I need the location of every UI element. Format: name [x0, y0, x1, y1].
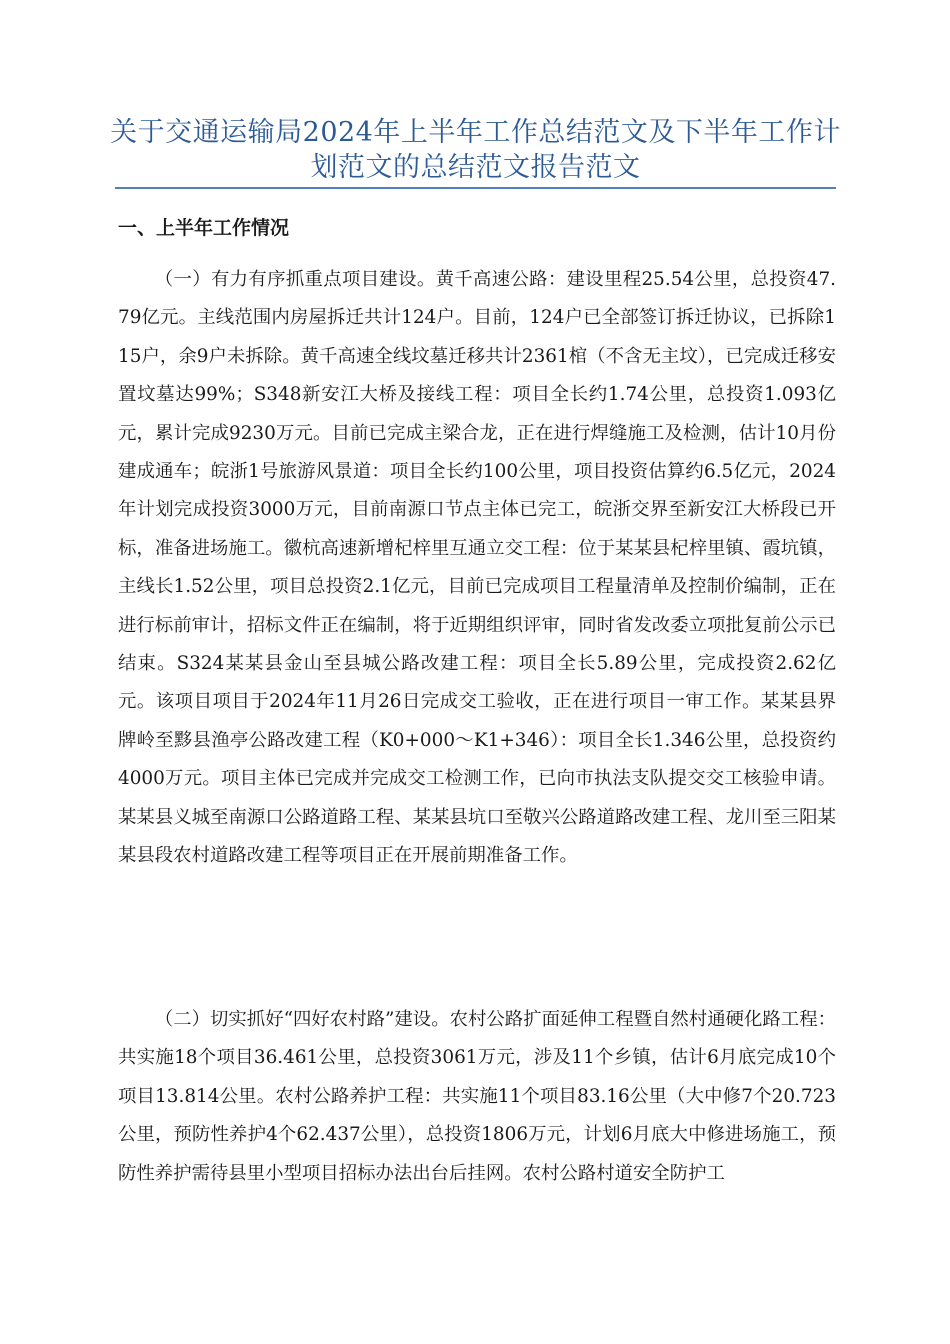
- paragraph-1: （一）有力有序抓重点项目建设。黄千高速公路：建设里程25.54公里，总投资47.79亿元。主线范围内房屋拆迁共计124户。目前，124户已全部签订拆迁协议，已拆除115户，余9户未拆除。黄千高速全线坟墓迁移共计2361棺（不含无主坟），已完成迁移安置坟墓达99%；S348新安江大桥及接线工程：项目全长约1.74公里，总投资1.093亿元，累计完成9230万元。目前已完成主梁合龙，正在进行焊缝施工及检测，估计10月份建成通车；皖浙1号旅游风景道：项目全长约100公里，项目投资估算约6.5亿元，2024年计划完成投资3000万元，目前南源口节点主体已完工，皖浙交界至新安江大桥段已开标，准备进场施工。徽杭高速新增杞梓里互通立交工程：位于某某县杞梓里镇、霞坑镇，主线长1.52公里，项目总投资2.1亿元，目前已完成项目工程量清单及控制价编制，正在进行标前审计，招标文件正在编制，将于近期组织评审，同时省发改委立项批复前公示已结束。S324某某县金山至县城公路改建工程：项目全长5.89公里，完成投资2.62亿元。该项目项目于2024年11月26日完成交工验收，正在进行项目一审工作。某某县界牌岭至黟县渔亭公路改建工程（K0+000～K1+346）：项目全长1.346公里，总投资约4000万元。项目主体已完成并完成交工检测工作，已向市执法支队提交交工核验申请。某某县义城至南源口公路道路工程、某某县坑口至敬兴公路道路改建工程、龙川至三阳某某县段农村道路改建工程等项目正在开展前期准备工作。: [118, 269, 836, 867]
- paragraph-2: （二）切实抓好“四好农村路”建设。农村公路扩面延伸工程暨自然村通硬化路工程：共实施18个项目36.461公里，总投资3061万元，涉及11个乡镇，估计6月底完成10个项目13.814公里。农村公路养护工程：共实施11个项目83.16公里（大中修7个20.723公里，预防性养护4个62.437公里），总投资1806万元，计划6月底大中修进场施工，预防性养护需待县里小型项目招标办法出台后挂网。农村公路村道安全防护工: [118, 1009, 836, 1184]
- title-underline: [115, 187, 836, 189]
- document-title: 关于交通运输局2024年上半年工作总结范文及下半年工作计划范文的总结范文报告范文: [110, 117, 841, 183]
- section-heading: 一、上半年工作情况: [118, 217, 290, 239]
